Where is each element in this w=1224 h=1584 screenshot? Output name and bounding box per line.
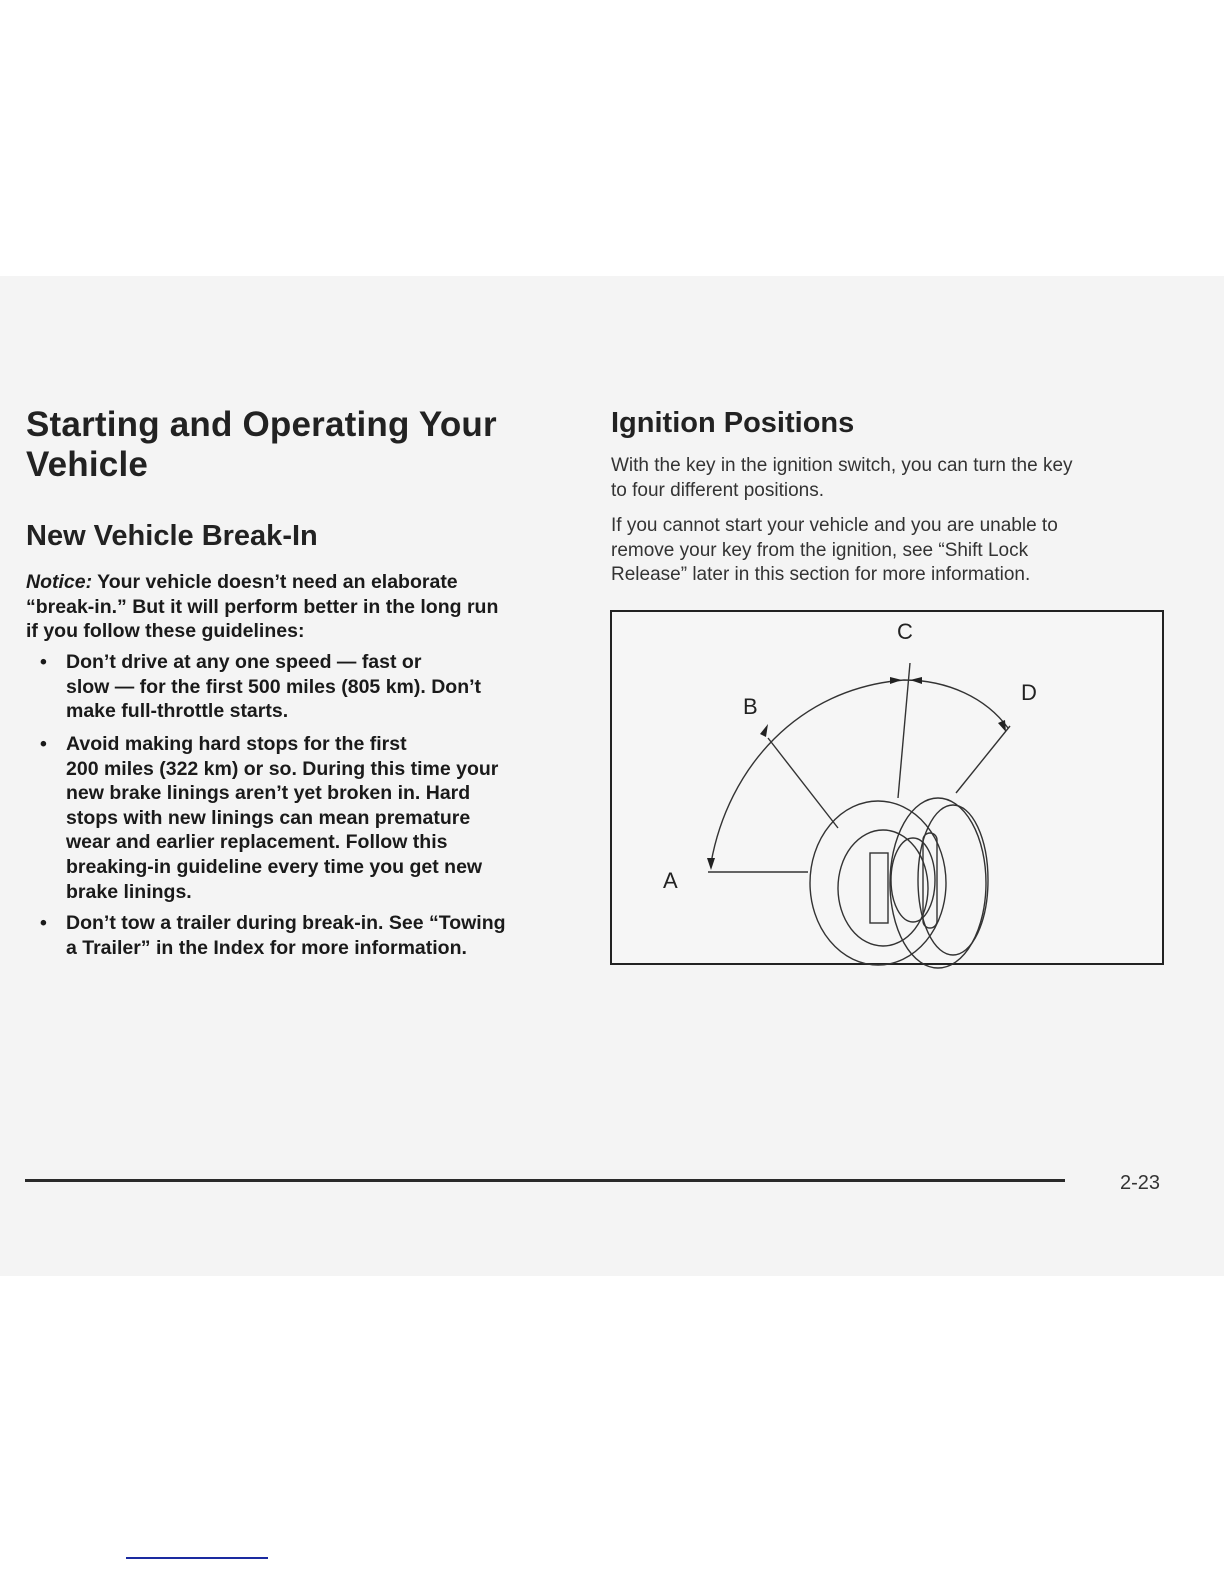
ignition-title: [611, 406, 854, 440]
bullet-line: wear and earlier replacement. Follow this: [66, 831, 448, 854]
bullet-item: [40, 911, 506, 959]
bullet-line: new brake linings aren’t yet broken in. Hard: [66, 782, 471, 805]
label-a: A: [663, 868, 678, 893]
ignition-paragraph-1: [611, 454, 1073, 503]
label-b: B: [743, 694, 758, 719]
bullet-line: make full-throttle starts.: [66, 700, 289, 723]
paragraph-line: remove your key from the ignition, see “Shift Lock: [611, 539, 1029, 561]
section-title: [26, 405, 497, 485]
paragraph-line: Release” later in this section for more information.: [611, 564, 1031, 585]
bullet-line: breaking-in guideline every time you get new: [66, 855, 483, 878]
title-line: Vehicle: [26, 445, 149, 484]
bullet-line: stops with new linings can mean premature: [66, 806, 471, 829]
notice-line: if you follow these guidelines:: [26, 620, 305, 643]
ignition-positions-figure: [608, 608, 1168, 970]
link-underline: [126, 1557, 268, 1559]
subsection-title: [26, 519, 318, 553]
figure-frame: [611, 611, 1163, 964]
bullet-line: Don’t drive at any one speed — fast or: [66, 651, 422, 673]
bullet-icon: •: [40, 651, 47, 673]
label-c: C: [897, 619, 913, 644]
label-d: D: [1021, 680, 1037, 705]
paragraph-line: to four different positions.: [611, 479, 824, 501]
notice-label: Notice:: [26, 571, 93, 593]
ignition-title-text: Ignition Positions: [611, 407, 855, 439]
page-number: 2-23: [1120, 1172, 1161, 1194]
bullet-line: slow — for the first 500 miles (805 km). Don’t: [66, 675, 482, 698]
paragraph-line: If you cannot start your vehicle and you are unable to: [611, 515, 1058, 536]
notice-paragraph: [26, 570, 498, 644]
notice-line: “break-in.” But it will perform better in the long run: [26, 595, 499, 618]
bullet-item: [40, 650, 482, 724]
paragraph-line: With the key in the ignition switch, you can turn the key: [611, 455, 1073, 476]
bullet-icon: •: [40, 912, 47, 934]
ignition-paragraph-2: [611, 514, 1058, 588]
notice-line: Your vehicle doesn’t need an elaborate: [92, 571, 458, 593]
footer-rule: [25, 1179, 1065, 1182]
bullet-icon: •: [40, 733, 47, 755]
subtitle-text: New Vehicle Break-In: [26, 520, 318, 552]
title-line: Starting and Operating Your: [26, 405, 497, 444]
bullet-line: Avoid making hard stops for the first: [66, 733, 407, 755]
bullet-line: 200 miles (322 km) or so. During this time your: [66, 757, 499, 780]
bullet-line: Don’t tow a trailer during break-in. See “Towing: [66, 912, 506, 934]
bullet-line: brake linings.: [66, 880, 192, 903]
bullet-item: [40, 732, 499, 904]
bullet-line: a Trailer” in the Index for more information.: [66, 936, 467, 959]
